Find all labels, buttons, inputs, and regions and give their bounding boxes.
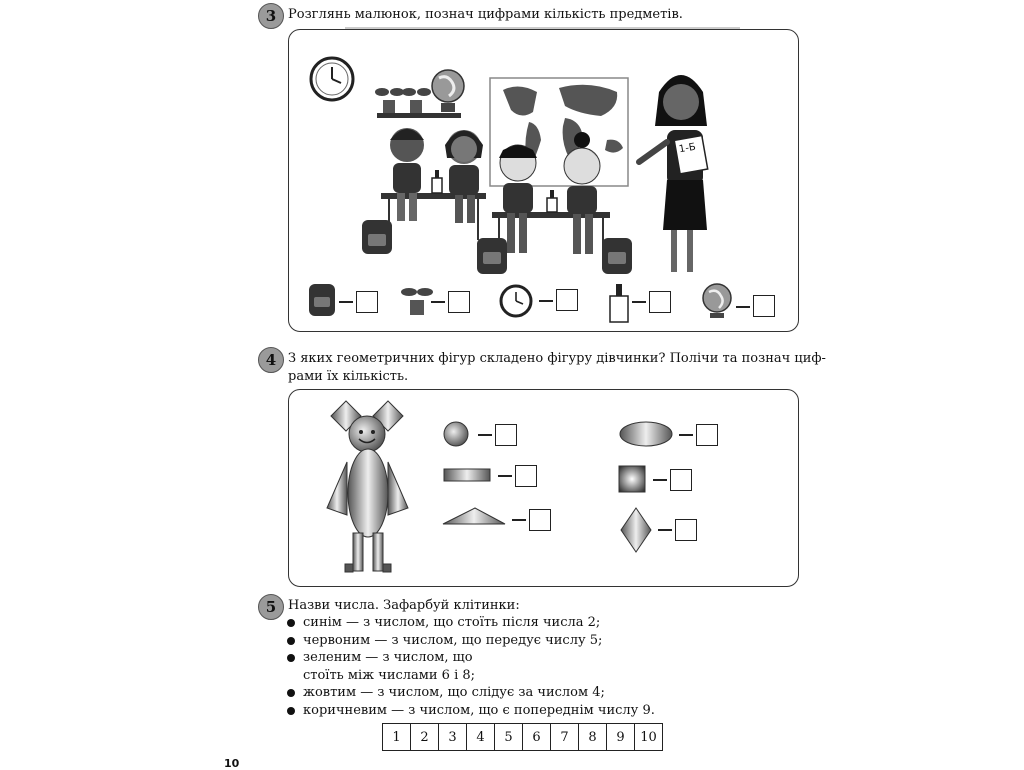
potted-plant-icon [401, 288, 433, 315]
number-cell[interactable]: 4 [467, 724, 495, 751]
task-3-number-badge: 3 [258, 3, 284, 29]
number-cells-row [382, 723, 663, 751]
dash [498, 475, 512, 477]
number-cell[interactable]: 8 [579, 724, 607, 751]
student-boy-icon [499, 145, 537, 253]
task-3-panel [288, 29, 799, 332]
rhombus-icon [621, 508, 651, 552]
number-cell[interactable]: 10 [635, 724, 663, 751]
task-4-number-badge: 4 [258, 347, 284, 373]
circle-icon [444, 422, 468, 446]
list-item: коричневим — з числом, що є попереднім числу 9. [285, 702, 655, 720]
class-badge-text: 1-Б [678, 141, 697, 156]
task-3-instruction: Розглянь малюнок, познач цифрами кількість предметів. [288, 7, 683, 22]
task-4-instruction-line-1: З яких геометричних фігур складено фігуру дівчинки? Полічи та познач циф- [288, 351, 826, 366]
student-boy-icon [390, 128, 424, 221]
list-item: червоним — з числом, що передує числу 5; [285, 632, 655, 650]
number-cell[interactable]: 5 [495, 724, 523, 751]
number-cell[interactable]: 3 [439, 724, 467, 751]
answer-box-oval[interactable] [696, 424, 718, 446]
dash [736, 306, 750, 308]
geometric-girl-illustration [289, 390, 798, 586]
globe-icon [703, 284, 731, 318]
page-number: 10 [224, 757, 240, 770]
answer-box-clock[interactable] [556, 289, 578, 311]
dash [339, 301, 353, 303]
list-item: синім — з числом, що стоїть після числа 2; [285, 614, 655, 632]
oval-icon [620, 422, 672, 446]
answer-box-rhombus[interactable] [675, 519, 697, 541]
number-cell[interactable]: 1 [383, 724, 411, 751]
backpack-icon [309, 284, 335, 316]
dash [658, 529, 672, 531]
answer-box-globe[interactable] [753, 295, 775, 317]
answer-box-circle[interactable] [495, 424, 517, 446]
task-4-panel [288, 389, 799, 587]
answer-box-triangle[interactable] [529, 509, 551, 531]
dash [679, 434, 693, 436]
list-item: жовтим — з числом, що слідує за числом 4; [285, 684, 655, 702]
answer-box-square[interactable] [670, 469, 692, 491]
triangle-icon [443, 508, 505, 524]
classroom-illustration [289, 30, 798, 331]
task-5-instruction: Назви числа. Зафарбуй клітинки: [288, 598, 520, 613]
teacher-icon [639, 75, 708, 272]
list-item-continuation: стоїть між числами 6 і 8; [303, 667, 476, 683]
geometric-girl-figure [327, 401, 408, 572]
list-item: зеленим — з числом, що [285, 649, 655, 667]
number-cell[interactable]: 6 [523, 724, 551, 751]
rectangle-icon [444, 469, 490, 481]
dash [539, 300, 553, 302]
backpack-icon [477, 238, 507, 274]
number-cell[interactable]: 2 [411, 724, 439, 751]
coloring-rules-list [285, 614, 655, 719]
dash [632, 301, 646, 303]
wall-clock-icon [311, 58, 353, 100]
glue-bottle-icon [432, 170, 442, 193]
dash [512, 519, 526, 521]
clock-icon [501, 286, 531, 316]
answer-box-plant[interactable] [448, 291, 470, 313]
number-cell[interactable]: 9 [607, 724, 635, 751]
backpack-icon [362, 220, 392, 254]
globe-icon [432, 70, 464, 112]
glue-bottle-icon [547, 190, 557, 212]
task-5-number-badge: 5 [258, 594, 284, 620]
dash [653, 479, 667, 481]
dash [431, 301, 445, 303]
square-icon [619, 466, 645, 492]
task-4-instruction-line-2: рами їх кількість. [288, 369, 409, 384]
dash [478, 434, 492, 436]
answer-box-backpack[interactable] [356, 291, 378, 313]
answer-box-rectangle[interactable] [515, 465, 537, 487]
answer-box-glue[interactable] [649, 291, 671, 313]
backpack-icon [602, 238, 632, 274]
number-cell[interactable]: 7 [551, 724, 579, 751]
glue-bottle-icon [610, 284, 628, 322]
